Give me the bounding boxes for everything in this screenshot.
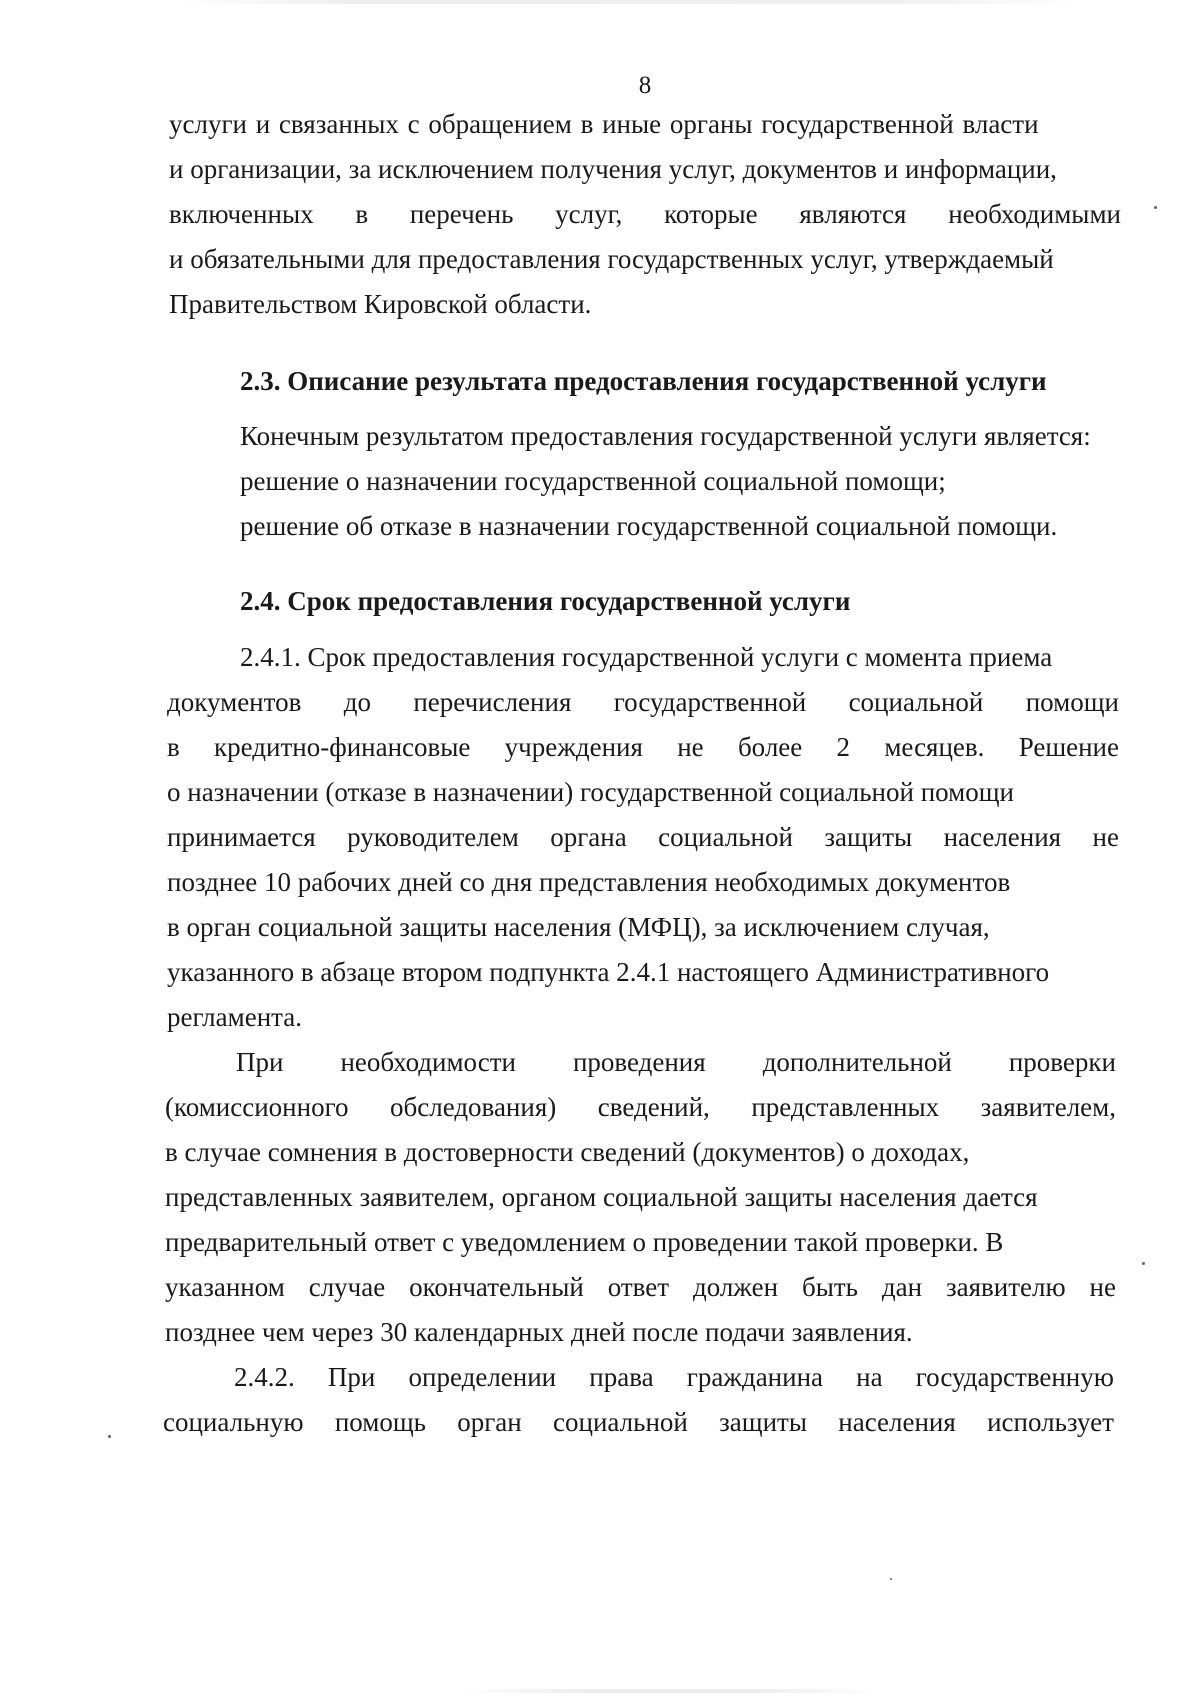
word: представленных (751, 1092, 940, 1122)
word: государственную (915, 1362, 1114, 1392)
word: не (677, 732, 704, 762)
word: При (236, 1047, 284, 1077)
word: заявителем, (980, 1092, 1116, 1122)
word: более (737, 732, 803, 762)
intro-line-4 (169, 243, 1121, 275)
word: до (343, 687, 371, 717)
word: помощь (334, 1407, 426, 1437)
scan-speck (1142, 1262, 1145, 1265)
word: защиты (719, 1407, 807, 1437)
word: в (167, 732, 180, 762)
p2-line-4 (165, 1181, 1038, 1213)
p2-line-1 (236, 1046, 1116, 1078)
p2-line-5 (165, 1226, 1003, 1258)
scan-edge-top (180, 0, 1080, 4)
p1-line-4 (167, 776, 1014, 808)
word: в (355, 199, 369, 229)
word: перечисления (413, 687, 572, 717)
intro-line-1 (169, 108, 1121, 140)
p2-line-5-text: предварительный ответ с уведомлением о проведении такой проверки. В (165, 1227, 1004, 1257)
word: использует (987, 1407, 1114, 1437)
p2-line-7 (165, 1316, 913, 1348)
word: должен (692, 1272, 779, 1302)
p2-line-4-text: представленных заявителем, органом социальной защиты населения дается (165, 1182, 1038, 1212)
word: государственной (613, 687, 807, 717)
word: окончательный (409, 1272, 584, 1302)
p1-line-8 (167, 956, 1049, 988)
p2-line-2 (165, 1091, 1116, 1123)
word: населения (838, 1407, 956, 1437)
word: (комиссионного (165, 1092, 349, 1122)
word: необходимости (340, 1047, 516, 1077)
word: ответ (607, 1272, 670, 1302)
word: проверки (1008, 1047, 1116, 1077)
word: кредитно-финансовые (214, 732, 471, 762)
section-2-4-heading: 2.4. Срок предоставления государственной услуги (240, 586, 851, 616)
section-2-3-line-2: решение о назначении государственной социальной помощи; (240, 466, 946, 496)
intro-line-5-text: Правительством Кировской области. (169, 289, 592, 319)
word: случае (308, 1272, 386, 1302)
scan-edge-bottom (460, 1689, 880, 1693)
word: заявителю (945, 1272, 1066, 1302)
p2-line-3 (165, 1136, 969, 1168)
p1-line-7 (167, 911, 990, 943)
section-2-3-line-1: Конечным результатом предоставления государственной услуги является: (240, 421, 1091, 451)
word: 2.4.2. (234, 1362, 295, 1392)
word: не (1089, 1272, 1116, 1302)
word: проведения (572, 1047, 706, 1077)
word: социальной (848, 687, 984, 717)
p1-line-1 (240, 641, 1052, 673)
intro-line-2 (169, 153, 1121, 185)
p1-line-1-text: 2.4.1. Срок предоставления государственной услуги с момента приема (240, 642, 1053, 672)
word: на (856, 1362, 883, 1392)
p2-line-3-text: в случае сомнения в достоверности сведений (документов) о доходах, (165, 1137, 970, 1167)
intro-line-4-text: и обязательными для предоставления государственных услуг, утверждаемый (169, 244, 1054, 274)
p3-line-1 (234, 1361, 1114, 1393)
word: руководителем (347, 822, 519, 852)
intro-line-2-text: и организации, за исключением получения услуг, документов и информации, (169, 154, 1057, 184)
word: социальную (163, 1407, 304, 1437)
word: сведений, (597, 1092, 710, 1122)
word: органа (550, 822, 627, 852)
word: принимается (167, 822, 316, 852)
p2-line-6 (165, 1271, 1116, 1303)
word: защиты (824, 822, 913, 852)
section-2-3-heading: 2.3. Описание результата предоставления государственной услуги (240, 366, 1047, 396)
word: которые (664, 199, 758, 229)
intro-line-1-text: услуги и связанных с обращением в иные органы государственной власти (169, 109, 1039, 139)
p1-line-6-text: позднее 10 рабочих дней со дня представления необходимых документов (167, 867, 1011, 897)
p1-line-2 (167, 686, 1119, 718)
word: не (1092, 822, 1119, 852)
p1-line-3 (167, 731, 1119, 763)
intro-line-3 (169, 198, 1121, 230)
word: Решение (1018, 732, 1119, 762)
word: помощи (1025, 687, 1119, 717)
p1-line-9-text: регламента. (167, 1002, 303, 1032)
intro-line-5 (169, 288, 591, 320)
word: дополнительной (762, 1047, 952, 1077)
p1-line-4-text: о назначении (отказе в назначении) государственной социальной помощи (167, 777, 1014, 807)
section-2-3-line-3: решение об отказе в назначении государственной социальной помощи. (240, 511, 1058, 541)
word: социальной (553, 1407, 688, 1437)
word: месяцев. (884, 732, 985, 762)
page-number: 8 (638, 72, 652, 99)
word: определении (408, 1362, 557, 1392)
word: быть (801, 1272, 858, 1302)
word: учреждения (504, 732, 643, 762)
p2-line-7-text: позднее чем через 30 календарных дней после подачи заявления. (165, 1317, 913, 1347)
p1-line-7-text: в орган социальной защиты населения (МФЦ), за исключением случая, (167, 912, 990, 942)
word: обследования) (390, 1092, 557, 1122)
scan-speck (890, 1578, 892, 1580)
word: документов (167, 687, 302, 717)
word: права (589, 1362, 654, 1392)
word: социальной (658, 822, 793, 852)
p1-line-9 (167, 1001, 302, 1033)
scan-speck (1154, 206, 1157, 209)
scan-speck (108, 1435, 111, 1438)
word: включенных (169, 199, 314, 229)
word: 2 (836, 732, 851, 762)
p3-line-2 (163, 1406, 1114, 1438)
word: дан (881, 1272, 923, 1302)
p1-line-8-text: указанного в абзаце втором подпункта 2.4.1 настоящего Административного (167, 957, 1050, 987)
word: населения (943, 822, 1062, 852)
word: являются (799, 199, 907, 229)
word: необходимыми (948, 199, 1121, 229)
p1-line-5 (167, 821, 1119, 853)
p1-line-6 (167, 866, 1010, 898)
word: перечень (409, 199, 514, 229)
word: орган (457, 1407, 522, 1437)
word: При (327, 1362, 376, 1392)
word: указанном (165, 1272, 285, 1302)
word: услуг, (555, 199, 623, 229)
word: гражданина (686, 1362, 824, 1392)
